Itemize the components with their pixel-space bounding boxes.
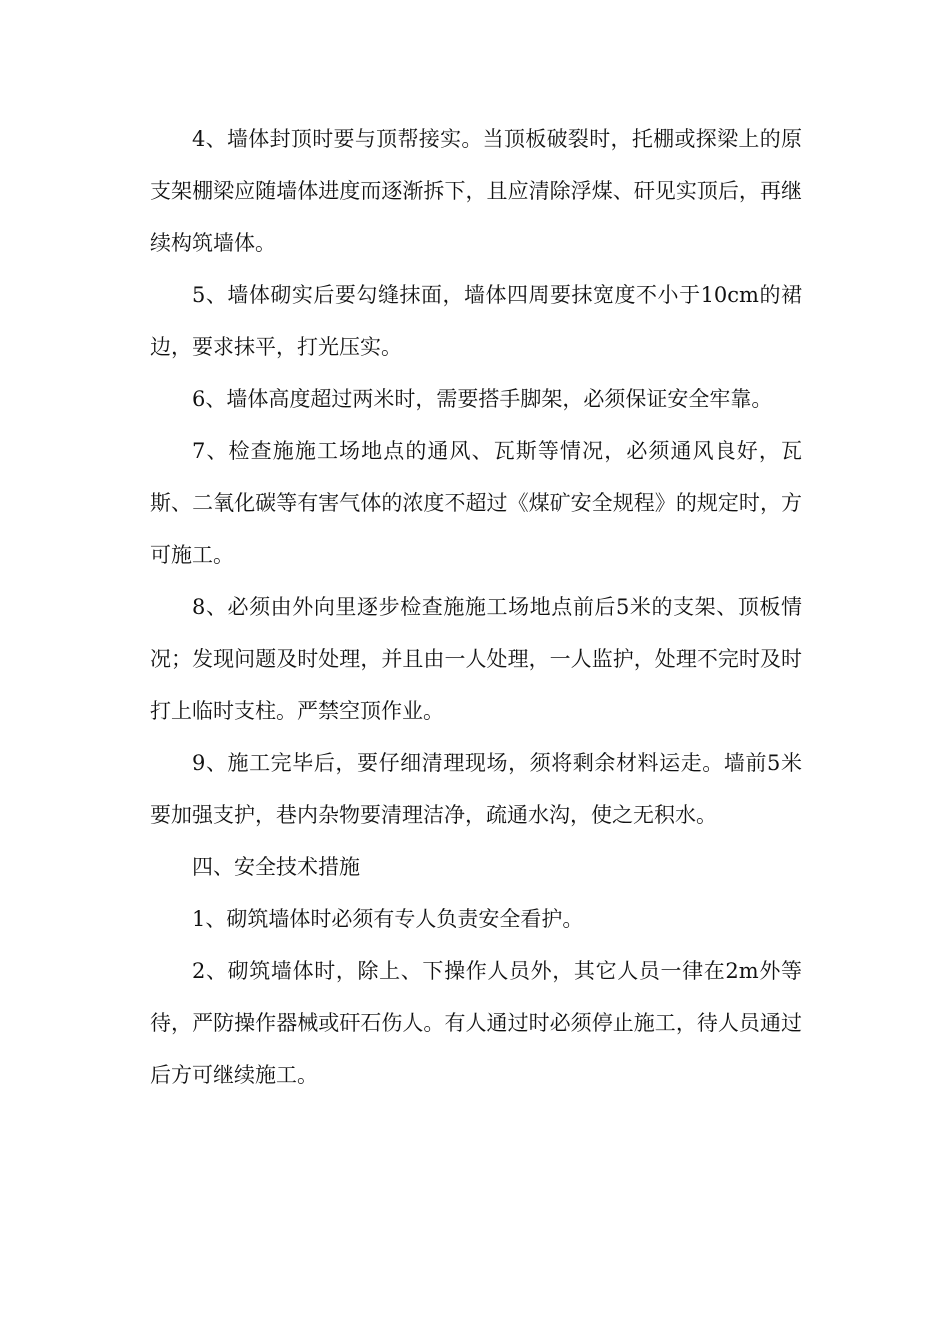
paragraph-item-6: 6、墙体高度超过两米时，需要搭手脚架，必须保证安全牢靠。 [192,387,773,411]
paragraph-item-7: 7、检查施施工场地点的通风、瓦斯等情况，必须通风良好，瓦斯、二氧化碳等有害气体的浓度不超过《煤矿安全规程》的规定时，方可施工。 [150,439,802,567]
safety-item-2: 2、砌筑墙体时，除上、下操作人员外，其它人员一律在2m外等待，严防操作器械或矸石伤人。有人通过时必须停止施工，待人员通过后方可继续施工。 [150,959,802,1087]
paragraph-item-5: 5、墙体砌实后要勾缝抹面，墙体四周要抹宽度不小于10cm的裙边，要求抹平，打光压实。 [150,283,802,359]
section-heading: 四、安全技术措施 [192,855,360,879]
document-page [150,113,802,1101]
paragraph-item-9: 9、施工完毕后，要仔细清理现场，须将剩余材料运走。墙前5米要加强支护，巷内杂物要清理洁净，疏通水沟，使之无积水。 [150,751,802,827]
safety-item-1: 1、砌筑墙体时必须有专人负责安全看护。 [192,907,584,931]
paragraph-item-8: 8、必须由外向里逐步检查施施工场地点前后5米的支架、顶板情况；发现问题及时处理，并且由一人处理，一人监护，处理不完时及时打上临时支柱。严禁空顶作业。 [150,595,802,723]
paragraph-item-4: 4、墙体封顶时要与顶帮接实。当顶板破裂时，托棚或探梁上的原支架棚梁应随墙体进度而逐渐拆下，且应清除浮煤、矸见实顶后，再继续构筑墙体。 [150,127,802,255]
